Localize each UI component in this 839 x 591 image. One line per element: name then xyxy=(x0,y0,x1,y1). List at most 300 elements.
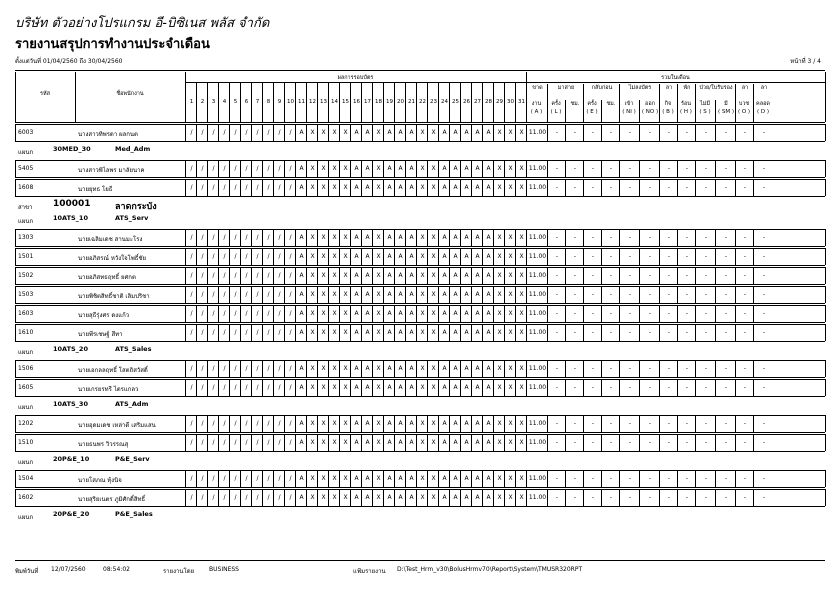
summary-cell: - xyxy=(547,324,566,341)
header-summary-col xyxy=(735,100,753,122)
summary-cell: 11.00 xyxy=(526,286,548,303)
summary-cell: 11.00 xyxy=(526,489,548,506)
day-cell: X xyxy=(317,305,329,322)
summary-cell: - xyxy=(695,434,716,451)
day-cell: / xyxy=(273,324,285,341)
summary-cell: - xyxy=(659,248,678,265)
day-cell: X xyxy=(515,286,527,303)
day-cell: A xyxy=(405,179,417,196)
day-cell: / xyxy=(284,415,296,432)
day-cell: / xyxy=(284,434,296,451)
summary-cell: - xyxy=(753,324,774,341)
day-cell: X xyxy=(317,360,329,377)
row-rule xyxy=(15,489,825,490)
day-cell: / xyxy=(185,379,197,396)
day-cell: A xyxy=(438,415,450,432)
day-cell: X xyxy=(328,434,340,451)
day-cell: A xyxy=(361,415,373,432)
employee-row xyxy=(15,470,825,487)
row-end-border xyxy=(825,434,826,451)
summary-cell: - xyxy=(695,305,716,322)
summary-cell: - xyxy=(695,379,716,396)
day-cell: A xyxy=(350,360,362,377)
summary-cell: - xyxy=(639,379,660,396)
day-cell: A xyxy=(350,160,362,177)
row-rule xyxy=(15,248,825,249)
summary-cell: - xyxy=(619,179,640,196)
day-cell: / xyxy=(262,470,274,487)
day-cell: / xyxy=(185,286,197,303)
summary-cell: - xyxy=(639,415,660,432)
day-cell: A xyxy=(383,379,395,396)
employee-row xyxy=(15,179,825,196)
row-start-border xyxy=(15,489,16,506)
department-label: แผนก xyxy=(18,514,34,521)
day-cell: / xyxy=(251,179,263,196)
day-cell: A xyxy=(383,248,395,265)
day-cell: / xyxy=(207,124,219,141)
header-summary-col xyxy=(659,100,677,122)
summary-cell: - xyxy=(659,305,678,322)
day-cell: / xyxy=(251,229,263,246)
summary-cell: - xyxy=(619,434,640,451)
header-summary-col-sub: ( O ) xyxy=(737,109,751,115)
employee-name: นางสาวทิพรดา ผลกนต xyxy=(78,131,138,138)
summary-cell: 11.00 xyxy=(526,415,548,432)
header-summary-col-sub: ( L ) xyxy=(550,109,562,115)
employee-row xyxy=(15,160,825,177)
summary-cell: - xyxy=(735,286,754,303)
day-cell: A xyxy=(295,415,307,432)
day-cell: X xyxy=(317,124,329,141)
day-cell: X xyxy=(306,248,318,265)
day-cell: / xyxy=(273,470,285,487)
day-cell: X xyxy=(493,160,505,177)
day-cell: / xyxy=(240,160,252,177)
day-cell: X xyxy=(328,379,340,396)
day-cell: / xyxy=(284,324,296,341)
employee-code: 1605 xyxy=(18,384,34,391)
day-cell: A xyxy=(438,324,450,341)
day-cell: A xyxy=(482,360,494,377)
day-cell: / xyxy=(262,160,274,177)
day-cell: A xyxy=(405,160,417,177)
header-summary-group: ลา xyxy=(659,84,678,122)
day-cell: A xyxy=(361,305,373,322)
summary-cell: - xyxy=(565,179,584,196)
summary-cell: - xyxy=(659,360,678,377)
day-cell: A xyxy=(482,248,494,265)
day-cell: X xyxy=(339,124,351,141)
row-rule xyxy=(15,124,825,125)
day-cell: X xyxy=(493,489,505,506)
day-cell: A xyxy=(471,415,483,432)
header-summary-col xyxy=(753,100,773,122)
day-cell: A xyxy=(460,124,472,141)
day-cell: X xyxy=(493,360,505,377)
header-day: 23 xyxy=(427,82,439,122)
day-cell: / xyxy=(240,229,252,246)
day-cell: / xyxy=(185,267,197,284)
summary-cell: - xyxy=(601,379,620,396)
department-code: 30MED_30 xyxy=(53,145,91,153)
summary-cell: - xyxy=(619,360,640,377)
row-end-border xyxy=(825,286,826,303)
day-cell: X xyxy=(328,489,340,506)
day-cell: X xyxy=(416,286,428,303)
summary-cell: - xyxy=(601,415,620,432)
header-day: 4 xyxy=(218,82,230,122)
day-cell: / xyxy=(196,179,208,196)
day-cell: / xyxy=(229,324,241,341)
employee-row xyxy=(15,360,825,377)
header-day: 2 xyxy=(196,82,208,122)
row-start-border xyxy=(15,360,16,377)
summary-cell: - xyxy=(601,229,620,246)
row-start-border xyxy=(15,286,16,303)
day-cell: X xyxy=(515,248,527,265)
header-summary-col-top: ไม่มี xyxy=(699,101,711,107)
day-cell: / xyxy=(240,489,252,506)
day-cell: X xyxy=(306,360,318,377)
day-cell: / xyxy=(262,379,274,396)
summary-cell: - xyxy=(565,489,584,506)
day-cell: / xyxy=(196,124,208,141)
summary-cell: - xyxy=(547,415,566,432)
day-cell: X xyxy=(515,124,527,141)
day-cell: A xyxy=(460,160,472,177)
summary-cell: - xyxy=(753,248,774,265)
day-cell: A xyxy=(471,324,483,341)
day-cell: X xyxy=(504,379,516,396)
day-cell: X xyxy=(515,470,527,487)
summary-cell: - xyxy=(715,179,736,196)
day-cell: X xyxy=(416,305,428,322)
day-cell: / xyxy=(229,160,241,177)
day-cell: X xyxy=(515,229,527,246)
day-cell: A xyxy=(383,267,395,284)
summary-cell: - xyxy=(565,160,584,177)
day-cell: / xyxy=(196,267,208,284)
summary-cell: - xyxy=(753,305,774,322)
day-cell: A xyxy=(471,379,483,396)
header-day: 1 xyxy=(185,82,197,122)
department-name: Med_Adm xyxy=(115,145,151,153)
summary-cell: - xyxy=(601,324,620,341)
day-cell: X xyxy=(306,470,318,487)
day-cell: A xyxy=(460,179,472,196)
day-cell: / xyxy=(262,489,274,506)
summary-cell: - xyxy=(753,379,774,396)
day-cell: / xyxy=(185,470,197,487)
day-cell: A xyxy=(361,179,373,196)
summary-cell: - xyxy=(695,489,716,506)
employee-row xyxy=(15,489,825,506)
summary-cell: - xyxy=(659,415,678,432)
employee-name: นายอุดมเดช เหล่าดี เสริมแสน xyxy=(78,422,156,429)
day-cell: X xyxy=(328,229,340,246)
day-cell: / xyxy=(185,434,197,451)
day-cell: X xyxy=(515,324,527,341)
day-cell: X xyxy=(427,360,439,377)
summary-cell: - xyxy=(659,434,678,451)
day-cell: X xyxy=(504,229,516,246)
day-cell: / xyxy=(196,360,208,377)
summary-cell: - xyxy=(677,305,696,322)
header-day: 31 xyxy=(515,82,527,122)
day-cell: A xyxy=(383,124,395,141)
header-summary-col-sub: ( D ) xyxy=(756,109,770,115)
summary-cell: - xyxy=(677,434,696,451)
day-cell: X xyxy=(372,470,384,487)
day-cell: X xyxy=(504,470,516,487)
header-summary-col xyxy=(619,100,639,122)
summary-cell: - xyxy=(735,305,754,322)
header-day: 27 xyxy=(471,82,483,122)
day-cell: X xyxy=(306,305,318,322)
summary-cell: - xyxy=(677,229,696,246)
employee-name: นายสุริยเนตร ภูมิศักดิ์สิทธิ์ xyxy=(78,496,146,503)
day-cell: / xyxy=(196,379,208,396)
day-cell: / xyxy=(251,160,263,177)
day-cell: / xyxy=(262,434,274,451)
day-cell: A xyxy=(449,160,461,177)
day-cell: / xyxy=(240,179,252,196)
header-summary-col xyxy=(526,100,547,122)
day-cell: / xyxy=(196,415,208,432)
summary-cell: - xyxy=(753,470,774,487)
day-cell: A xyxy=(438,434,450,451)
day-cell: / xyxy=(240,286,252,303)
day-cell: / xyxy=(240,305,252,322)
department-name: ATS_Adm xyxy=(115,400,149,408)
summary-cell: - xyxy=(601,160,620,177)
header-summary-col-sub: ( H ) xyxy=(680,109,692,115)
summary-cell: - xyxy=(715,434,736,451)
branch-label: สาขา xyxy=(18,204,33,211)
row-rule xyxy=(15,267,825,268)
day-cell: / xyxy=(284,267,296,284)
row-start-border xyxy=(15,324,16,341)
row-end-border xyxy=(825,324,826,341)
summary-cell: - xyxy=(735,324,754,341)
day-cell: X xyxy=(416,124,428,141)
day-cell: X xyxy=(504,489,516,506)
day-cell: A xyxy=(482,489,494,506)
day-cell: A xyxy=(438,160,450,177)
day-cell: A xyxy=(482,324,494,341)
employee-name: นายโสภณ ทุ้งนิจ xyxy=(78,477,122,484)
day-cell: X xyxy=(493,470,505,487)
day-cell: / xyxy=(284,360,296,377)
day-cell: A xyxy=(460,434,472,451)
day-cell: / xyxy=(240,434,252,451)
day-cell: X xyxy=(504,324,516,341)
day-cell: / xyxy=(284,286,296,303)
day-cell: X xyxy=(339,286,351,303)
day-cell: X xyxy=(317,324,329,341)
day-cell: X xyxy=(427,160,439,177)
summary-cell: - xyxy=(735,229,754,246)
day-cell: / xyxy=(273,379,285,396)
header-summary-col xyxy=(601,100,620,122)
day-cell: X xyxy=(372,434,384,451)
day-cell: A xyxy=(394,286,406,303)
date-range: ตั้งแต่วันที่ 01/04/2560 ถึง 30/04/2560 xyxy=(15,58,123,65)
header-summary-col-top: ครั้ง xyxy=(587,101,597,107)
employee-code: 1510 xyxy=(18,439,34,446)
day-cell: / xyxy=(229,489,241,506)
day-cell: X xyxy=(339,489,351,506)
row-rule xyxy=(15,470,825,471)
summary-cell: - xyxy=(677,324,696,341)
day-cell: / xyxy=(185,248,197,265)
summary-cell: - xyxy=(601,305,620,322)
day-cell: A xyxy=(394,179,406,196)
day-cell: A xyxy=(449,470,461,487)
day-cell: A xyxy=(460,360,472,377)
day-cell: A xyxy=(482,267,494,284)
header-summary-col-sub: ( S ) xyxy=(699,109,711,115)
employee-name: นายเกรยรทรี ไตรแกลว xyxy=(78,386,139,393)
day-cell: / xyxy=(207,179,219,196)
summary-cell: - xyxy=(547,434,566,451)
summary-cell: - xyxy=(639,229,660,246)
day-cell: / xyxy=(273,160,285,177)
summary-cell: - xyxy=(735,124,754,141)
day-cell: / xyxy=(229,124,241,141)
day-cell: A xyxy=(394,267,406,284)
header-summary-col-sub: ( NO ) xyxy=(641,109,659,115)
day-cell: X xyxy=(372,286,384,303)
day-cell: A xyxy=(295,434,307,451)
day-cell: A xyxy=(405,489,417,506)
row-rule xyxy=(15,265,825,266)
day-cell: / xyxy=(218,179,230,196)
summary-cell: - xyxy=(619,305,640,322)
summary-cell: - xyxy=(583,286,602,303)
day-cell: A xyxy=(295,324,307,341)
row-rule xyxy=(15,396,825,397)
row-end-border xyxy=(825,379,826,396)
summary-cell: - xyxy=(715,305,736,322)
day-cell: X xyxy=(372,305,384,322)
day-cell: X xyxy=(427,379,439,396)
day-cell: X xyxy=(328,286,340,303)
summary-cell: - xyxy=(753,160,774,177)
day-cell: / xyxy=(273,415,285,432)
summary-cell: - xyxy=(565,360,584,377)
header-summary-col-top: เข้า xyxy=(624,101,634,107)
department-code: 10ATS_30 xyxy=(53,400,88,408)
print-time: 08:54:02 xyxy=(103,566,130,573)
day-cell: A xyxy=(405,324,417,341)
day-cell: A xyxy=(361,489,373,506)
day-cell: X xyxy=(493,124,505,141)
header-summary-col xyxy=(695,100,715,122)
day-cell: A xyxy=(361,286,373,303)
header-day: 5 xyxy=(229,82,241,122)
employee-row xyxy=(15,267,825,284)
summary-cell: 11.00 xyxy=(526,179,548,196)
day-cell: A xyxy=(295,179,307,196)
day-cell: / xyxy=(262,324,274,341)
summary-cell: - xyxy=(695,124,716,141)
summary-cell: - xyxy=(639,160,660,177)
day-cell: X xyxy=(328,160,340,177)
summary-cell: - xyxy=(565,324,584,341)
summary-cell: 11.00 xyxy=(526,324,548,341)
day-cell: X xyxy=(504,179,516,196)
summary-cell: - xyxy=(639,470,660,487)
summary-cell: - xyxy=(735,434,754,451)
day-cell: X xyxy=(306,415,318,432)
row-rule xyxy=(15,160,825,161)
day-cell: / xyxy=(251,470,263,487)
day-cell: A xyxy=(350,179,362,196)
employee-name: นายสุธีรุ่งศร ดงแก้ว xyxy=(78,312,130,319)
department-name: P&E_Sales xyxy=(115,510,153,518)
employee-row xyxy=(15,379,825,396)
day-cell: A xyxy=(361,124,373,141)
day-cell: X xyxy=(416,379,428,396)
day-cell: A xyxy=(350,489,362,506)
summary-cell: - xyxy=(715,324,736,341)
day-cell: X xyxy=(416,415,428,432)
day-cell: / xyxy=(207,360,219,377)
summary-cell: - xyxy=(619,267,640,284)
day-cell: X xyxy=(427,415,439,432)
header-summary-group: กลับก่อน xyxy=(583,84,620,122)
day-cell: A xyxy=(405,379,417,396)
day-cell: / xyxy=(251,434,263,451)
day-cell: / xyxy=(251,305,263,322)
day-cell: X xyxy=(372,179,384,196)
day-cell: / xyxy=(262,267,274,284)
day-cell: X xyxy=(317,248,329,265)
day-cell: X xyxy=(306,324,318,341)
header-day: 9 xyxy=(273,82,285,122)
summary-cell: - xyxy=(677,248,696,265)
summary-cell: - xyxy=(583,248,602,265)
summary-cell: - xyxy=(547,489,566,506)
day-cell: A xyxy=(460,229,472,246)
day-cell: X xyxy=(306,489,318,506)
header-result: ผลการรอบบัตร xyxy=(337,75,374,81)
day-cell: / xyxy=(218,489,230,506)
header-summary-col xyxy=(677,100,695,122)
day-cell: X xyxy=(328,360,340,377)
summary-cell: - xyxy=(715,124,736,141)
day-cell: A xyxy=(350,305,362,322)
day-cell: A xyxy=(460,489,472,506)
department-code: 20P&E_20 xyxy=(53,510,90,518)
day-cell: / xyxy=(273,305,285,322)
summary-cell: - xyxy=(677,124,696,141)
day-cell: X xyxy=(372,267,384,284)
summary-cell: - xyxy=(677,179,696,196)
day-cell: A xyxy=(449,360,461,377)
row-rule xyxy=(15,322,825,323)
summary-cell: - xyxy=(715,286,736,303)
summary-cell: - xyxy=(695,179,716,196)
summary-cell: - xyxy=(695,415,716,432)
header-divider xyxy=(15,72,16,122)
day-cell: X xyxy=(372,160,384,177)
employee-code: 1602 xyxy=(18,494,34,501)
day-cell: / xyxy=(251,415,263,432)
summary-cell: - xyxy=(583,360,602,377)
